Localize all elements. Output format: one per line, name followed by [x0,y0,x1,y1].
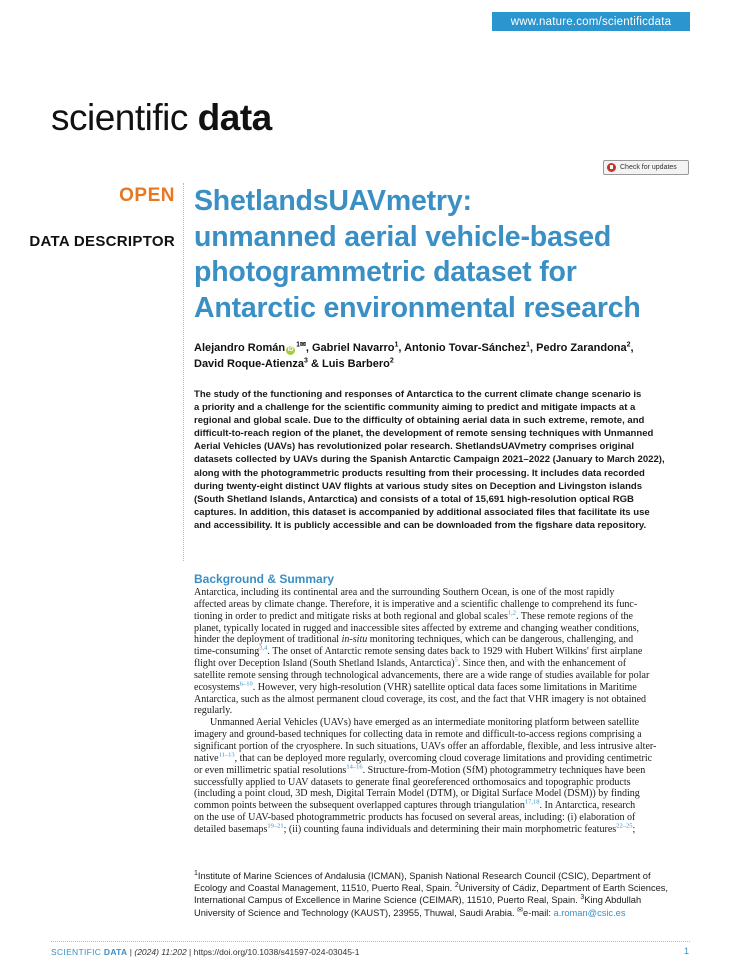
citation-link[interactable]: 14–16 [346,763,363,771]
check-for-updates-label: Check for updates [620,164,677,171]
citation-link[interactable]: 11–13 [218,751,235,759]
footer-divider [51,941,690,942]
author-name[interactable]: & Luis Barbero [307,358,390,370]
author-name[interactable]: David Roque-Atienza [194,358,305,370]
title-line: unmanned aerial vehicle-based [194,220,612,253]
title-line: ShetlandsUAVmetry: [194,185,472,217]
check-for-updates-button[interactable] [603,160,689,175]
author-list: Alejandro Román $iD^{1✉}$, Gabriel Navarro$^1$, Antonio Tovar-Sánchez$^1$, Pedro Zarandona$^2$, David Roque-Atienza$^3$ & Luis Barbero$^2$ [194,341,634,370]
affiliations: $^1$Institute of Marine Sciences of Andalusia (ICMAN), Spanish National Research Council (CSIC), Department of Ecology and Coastal Management, 11510, Puerto Real, Spain. $^2$University of Cádiz, Department of Earth Sciences, International Campus of Excellence in Marine Science (CEIMAR), 11510, Puerto Real, Spain. $^3$King Abdullah University of Science and Technology (KAUST), 23955, Thuwal, Saudi Arabia. ✉e-mail: a.roman@csic.es [194,869,669,918]
journal-url-banner[interactable]: www.nature.com/scientificdata [492,12,690,31]
citation-link[interactable]: 1,2 [507,609,517,617]
doi-link[interactable]: | https://doi.org/10.1038/s41597-024-03045-1 [186,947,360,957]
email-link[interactable]: a.roman@csic.es [553,907,626,918]
envelope-icon: ✉ [517,906,524,914]
author-name[interactable]: Alejandro Román [194,342,286,354]
author-name[interactable]: , Pedro Zarandona [530,342,627,354]
citation-link[interactable]: 5 [454,656,458,664]
body-text: Antarctica, including its continental area and the surrounding Southern Ocean, is one of the most rapidly affected areas by climate change. Therefore, it is imperative and a scientific challenge to comprehend its func- tioning in order to predict and mitigate risks at both regional and global scales$^{1,2}$. These remote regions of the planet, typically located in rugged and inaccessible sites affected by extreme and changing weather conditions, hinder the deployment of traditional in-situ monitoring techniques, which can be dangerous, challenging, and time-consuming$^{3,4}$. The onset of Antarctic remote sensing dates back to 1929 with Hubert Wilkins' first airplane flight over Deception Island (South Shetland Islands, Antarctica)$^5$. Since then, and with the enhancement of satellite remote sensing through technological advancements, there are a wide range of studies available for polar ecosystems$^{6-10}$. However, very high-resolution (VHR) satellite optical data faces some limitations in Maritime Antarctica, such as the almost permanent cloud coverage, its cost, and the fact that VHR imagery is not obtained regularly. Unmanned Aerial Vehicles (UAVs) have emerged as an intermediate monitoring platform between satellite imagery and ground-based techniques for collecting data in remote and difficult-to-access regions comprising a significant portion of the cryosphere. In such situations, UAVs offer an affordable, flexible, and less intrusive alter- native$^{11-13}$, that can be deployed more regularly, overcoming cloud coverage limitations and providing centimetric or even millimetric spatial resolutions$^{14-16}$. Structure-from-Motion (SfM) photogrammetry techniques have been successfully applied to UAV datasets to generate final georeferenced orthomosaics and topographic products (including a point cloud, 3D mesh, Digital Terrain Model (DTM), or Digital Surface Model (DSM)) by finding common points between the subsequent overlapped captures through triangulation$^{17,18}$. In Antarctica, research on the use of UAV-based photogrammetric products has focused on several areas, including: (i) elaboration of detailed basemaps$^{19-21}$; (ii) counting fauna individuals and determining their main morphometric features$^{22-25}$; [194,587,657,835]
citation-link[interactable]: 22–25 [616,822,633,830]
title-line: Antarctic environmental research [194,291,641,324]
article-type-label: DATA DESCRIPTOR [29,233,175,250]
orcid-icon[interactable]: iD [287,347,294,353]
citation-link[interactable]: 6–10 [239,680,253,688]
author-name[interactable]: , Antonio Tovar-Sánchez [398,342,527,354]
crossmark-icon [607,163,616,172]
journal-logo: scientific data [51,97,272,138]
abstract: The study of the functioning and responses of Antarctica to the current climate change scenario is a priority and a challenge for the scientific community aiming to predict and mitigate impacts at a regional and global scale. Due to the difficulty of obtaining aerial data in such extreme, remote, and difficult-to-reach region of the planet, the development of remote sensing techniques with Unmanned Aerial Vehicles (UAVs) has revolutionized polar research. ShetlandsUAVmetry comprises original datasets collected by UAVs during the Spanish Antarctic Campaign 2021–2022 (January to March 2022), along with the photogrammetric products resulting from their processing. It includes data recorded during twenty-eight distinct UAV flights at various study sites on Deception and Livingston islands (South Shetland Islands, Antarctica) and consists of a total of 15,691 high-resolution optical RGB captures. In addition, this dataset is accompanied by additional associated files that facilitate its use and accessibility. It is publicly accessible and can be downloaded from the figshare data repository. [194,389,665,531]
article-title [194,184,714,326]
citation-link[interactable]: 19–21 [267,822,284,830]
title-line: photogrammetric dataset for [194,256,577,288]
footer-citation: SCIENTIFIC DATA | (2024) 11:202 | https://doi.org/10.1038/s41597-024-03045-1 [51,947,360,957]
author-name[interactable]: , Gabriel Navarro [305,342,395,354]
open-access-label: OPEN [119,185,175,206]
citation-link[interactable]: 17,18 [524,798,540,806]
citation-link[interactable]: 3,4 [259,644,268,652]
page-number: 1 [684,946,690,956]
section-heading: Background & Summary [194,572,335,586]
column-divider [183,183,184,561]
